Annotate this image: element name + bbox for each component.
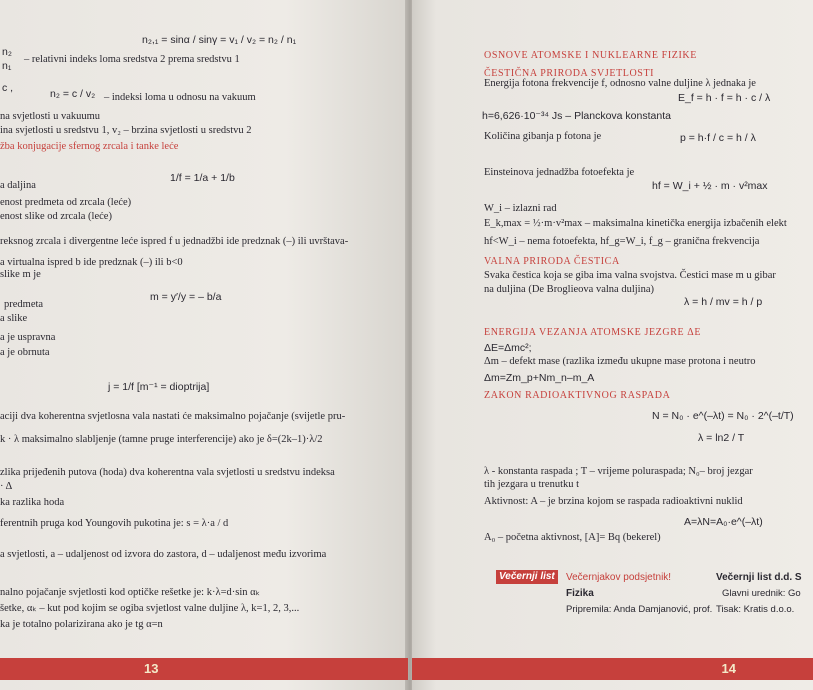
left-text-line: n₂,₁ = sinα / sinγ = v₁ / v₂ = n₂ / n₁: [142, 34, 297, 46]
left-text-line: · Δ: [0, 481, 13, 492]
right-page: [412, 0, 813, 690]
left-text-line: na svjetlosti u vakuumu: [0, 111, 101, 122]
right-text-line: A₀ – početna aktivnost, [A]= Bq (bekerel): [484, 532, 661, 543]
vecernji-list-logo: Večernji list: [496, 570, 558, 584]
right-text-line: λ = ln2 / T: [698, 432, 745, 444]
right-text-line: N = N₀ · e^(–λt) = N₀ · 2^(–t/T): [652, 410, 794, 422]
left-text-line: slike m je: [0, 269, 41, 280]
left-text-line: žba konjugacije sfernog zrcala i tanke leće: [0, 141, 179, 152]
right-text-line: ČESTIČNA PRIRODA SVJETLOSTI: [484, 68, 655, 79]
right-text-line: h=6,626·10⁻³⁴ Js – Planckova konstanta: [482, 110, 671, 122]
right-text-line: Aktivnost: A – je brzina kojom se raspada radioaktivni nuklid: [484, 496, 743, 507]
right-text-line: Δm=Zm_p+Nm_n–m_A: [484, 372, 595, 384]
series-title: Večernjakov podsjetnik!: [566, 572, 672, 583]
right-text-line: λ = h / mv = h / p: [684, 296, 763, 308]
left-text-line: ina svjetlosti u sredstvu 1, v₂ – brzina svjetlosti u sredstvu 2: [0, 125, 252, 136]
left-text-line: ka razlika hoda: [0, 497, 65, 508]
left-text-line: k · λ maksimalno slabljenje (tamne pruge interferencije) ako je δ=(2k–1)·λ/2: [0, 434, 323, 445]
left-text-line: a daljina: [0, 180, 36, 191]
left-text-line: ferentnih pruga kod Youngovih pukotina je: s = λ·a / d: [0, 518, 229, 529]
left-text-line: a virtualna ispred b ide predznak (–) ili b<0: [0, 257, 183, 268]
right-text-line: hf = W_i + ½ · m · v²max: [652, 180, 768, 192]
left-text-line: aciji dva koherentna svjetlosna vala nastati će maksimalno pojačanje (svijetle pru-: [0, 411, 346, 422]
left-page-number-bar: [0, 658, 408, 680]
left-text-line: ka je totalno polarizirana ako je tg α=n: [0, 619, 163, 630]
right-text-line: λ - konstanta raspada ; T – vrijeme poluraspada; N₀– broj jezgar: [484, 466, 753, 477]
left-text-line: enost slike od zrcala (leće): [0, 211, 112, 222]
right-text-line: VALNA PRIRODA ČESTICA: [484, 256, 620, 267]
left-text-line: šetke, αₖ – kut pod kojim se ogiba svjetlost valne duljine λ, k=1, 2, 3,...: [0, 603, 300, 614]
left-text-line: a je uspravna: [0, 332, 56, 343]
right-text-line: p = h·f / c = h / λ: [680, 132, 756, 144]
right-text-line: OSNOVE ATOMSKE I NUKLEARNE FIZIKE: [484, 50, 697, 61]
left-text-line: a slike: [0, 313, 28, 324]
left-text-line: zlika prijeđenih putova (hoda) dva koherentna vala svjetlosti u sredstvu indeksa: [0, 467, 335, 478]
left-text-line: – relativni indeks loma sredstva 2 prema sredstvu 1: [24, 54, 240, 65]
left-text-line: reksnog zrcala i divergentne leće ispred f u jednadžbi ide predznak (–) ili uvrštava-: [0, 236, 349, 247]
right-text-line: ZAKON RADIOAKTIVNOG RASPADA: [484, 390, 671, 401]
right-text-line: E_k,max = ½·m·v²max – maksimalna kinetička energija izbačenih elekt: [484, 218, 787, 229]
right-text-line: W_i – izlazni rad: [484, 203, 557, 214]
editor: Glavni urednik: Go: [722, 588, 801, 599]
right-text-line: Energija fotona frekvencije f, odnosno valne duljine λ jednaka je: [484, 78, 756, 89]
right-text-line: na duljina (De Broglieova valna duljina): [484, 284, 654, 295]
right-text-line: A=λN=A₀·e^(–λt): [684, 516, 763, 528]
right-text-line: Svaka čestica koja se giba ima valna svojstva. Čestici mase m u gibar: [484, 270, 776, 281]
left-text-line: n₁: [2, 60, 12, 72]
page-number-bar: [412, 658, 813, 680]
right-text-line: E_f = h · f = h · c / λ: [678, 92, 771, 104]
left-text-line: enost predmeta od zrcala (leće): [0, 197, 132, 208]
left-text-line: a je obrnuta: [0, 347, 50, 358]
right-text-line: hf<W_i – nema fotoefekta, hf_g=W_i, f_g – granična frekvencija: [484, 236, 760, 247]
right-text-line: Δm – defekt mase (razlika između ukupne mase protona i neutro: [484, 356, 756, 367]
left-text-line: nalno pojačanje svjetlosti kod optičke rešetke je: k·λ=d·sin αₖ: [0, 587, 261, 598]
right-text-line: tih jezgara u trenutku t: [484, 479, 580, 490]
printer: Tisak: Kratis d.o.o.: [716, 604, 795, 615]
right-text-line: ΔE=Δmc²;: [484, 342, 532, 354]
page-number: 13: [144, 661, 159, 676]
page-number: 14: [721, 661, 736, 676]
right-text-line: Einsteinova jednadžba fotoefekta je: [484, 167, 635, 178]
left-text-line: n₂: [2, 46, 12, 58]
left-text-line: predmeta: [4, 299, 44, 310]
publisher: Večernji list d.d. S: [716, 572, 802, 583]
right-text-line: Količina gibanja p fotona je: [484, 131, 602, 142]
left-text-line: 1/f = 1/a + 1/b: [170, 172, 235, 184]
left-text-line: c ,: [2, 82, 14, 94]
left-text-line: m = y′/y = – b/a: [150, 291, 222, 303]
left-text-line: a svjetlosti, a – udaljenost od izvora do zastora, d – udaljenost među izvorima: [0, 549, 327, 560]
right-text-line: ENERGIJA VEZANJA ATOMSKE JEZGRE ΔE: [484, 327, 702, 338]
left-text-line: – indeksi loma u odnosu na vakuum: [104, 92, 256, 103]
left-text-line: n₂ = c / v₂: [50, 88, 96, 100]
left-text-line: j = 1/f [m⁻¹ = dioptrija]: [108, 381, 210, 393]
subject-label: Fizika: [566, 588, 594, 599]
prepared-by: Pripremila: Anda Damjanović, prof.: [566, 604, 713, 615]
